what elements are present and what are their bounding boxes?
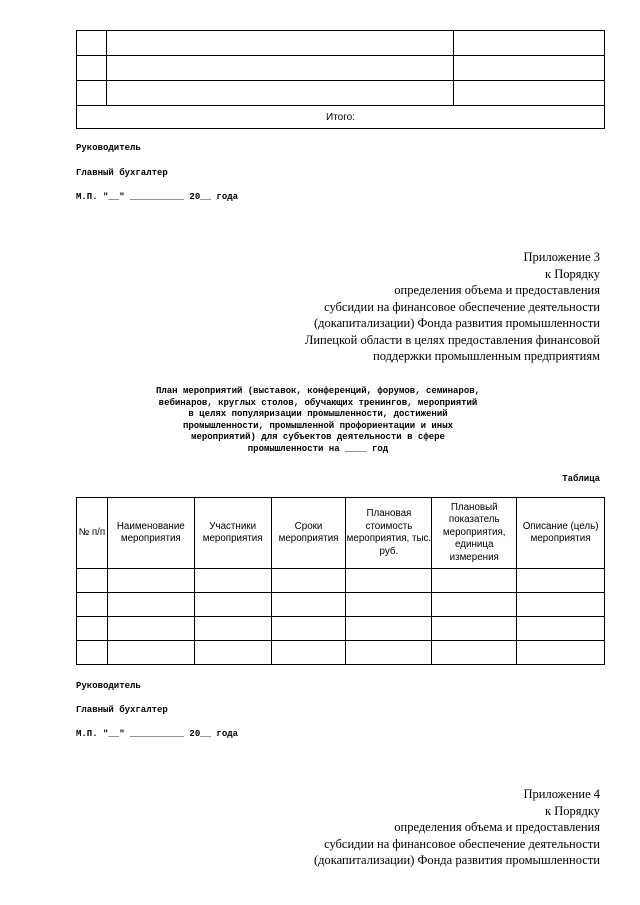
table-row <box>77 641 605 665</box>
table-cell <box>432 641 517 665</box>
column-header: № п/п <box>77 498 108 569</box>
column-header: Сроки мероприятия <box>271 498 346 569</box>
table-cell <box>432 617 517 641</box>
signature-accountant: Главный бухгалтер <box>76 168 168 178</box>
appendix-line: поддержки промышленным предприятиям <box>373 349 600 363</box>
table-cell <box>271 593 346 617</box>
table-cell <box>77 617 108 641</box>
table-cell <box>517 593 605 617</box>
appendix-line: определения объема и предоставления <box>394 820 600 834</box>
appendix-line: определения объема и предоставления <box>394 283 600 297</box>
appendix-line: (докапитализации) Фонда развития промышленности <box>314 853 600 867</box>
table-cell <box>454 31 605 56</box>
table-cell <box>107 617 194 641</box>
signature-stamp-date: М.П. "__" __________ 20__ года <box>76 729 239 739</box>
table-cell <box>454 81 605 106</box>
appendix-line: Приложение 4 <box>523 787 600 801</box>
plan-table <box>76 497 605 665</box>
table-cell <box>517 569 605 593</box>
column-header: Описание (цель) мероприятия <box>517 498 605 569</box>
table-cell <box>107 569 194 593</box>
table-row <box>77 569 605 593</box>
signature-head: Руководитель <box>76 143 141 153</box>
table-cell <box>107 593 194 617</box>
table-cell <box>194 593 271 617</box>
table-caption: Таблица <box>562 474 600 484</box>
plan-title-line: вебинаров, круглых столов, обучающих тренингов, мероприятий <box>158 397 478 408</box>
appendix-line: субсидии на финансовое обеспечение деятельности <box>324 836 600 851</box>
table-cell <box>271 641 346 665</box>
table-cell <box>106 56 453 81</box>
table-cell <box>346 641 432 665</box>
table-cell <box>107 641 194 665</box>
total-label: Итого: <box>77 106 605 129</box>
table-cell <box>454 56 605 81</box>
table-cell <box>432 593 517 617</box>
signature-stamp-date: М.П. "__" __________ 20__ года <box>76 192 239 202</box>
table-cell <box>106 81 453 106</box>
table-cell <box>271 617 346 641</box>
column-header: Наименование мероприятия <box>107 498 194 569</box>
table-cell <box>194 641 271 665</box>
appendix-3-header <box>305 249 600 365</box>
table-cell <box>271 569 346 593</box>
table-row <box>77 617 605 641</box>
table-cell <box>77 56 107 81</box>
table-cell <box>432 569 517 593</box>
table-cell <box>194 569 271 593</box>
appendix-line: субсидии на финансовое обеспечение деятельности <box>324 299 600 314</box>
table-row <box>77 31 605 56</box>
column-header: Плановая стоимость мероприятия, тыс. руб. <box>346 498 432 569</box>
plan-title-line: промышленности, промышленной профориентации и иных <box>182 420 454 431</box>
table-cell <box>346 569 432 593</box>
column-header: Участники мероприятия <box>194 498 271 569</box>
appendix-4-header <box>314 786 600 869</box>
appendix-line: Приложение 3 <box>523 250 600 264</box>
appendix-line: (докапитализации) Фонда развития промышленности <box>314 316 600 330</box>
plan-title-line: промышленности на ____ год <box>247 443 389 454</box>
table-header-row <box>77 498 605 569</box>
signature-head: Руководитель <box>76 681 141 691</box>
table-row <box>77 593 605 617</box>
table-cell <box>77 641 108 665</box>
signature-accountant: Главный бухгалтер <box>76 705 168 715</box>
column-header: Плановый показатель мероприятия, единица измерения <box>432 498 517 569</box>
plan-title-line: План мероприятий (выставок, конференций, форумов, семинаров, <box>155 386 481 396</box>
appendix-line: к Порядку <box>545 266 600 281</box>
plan-title-line: мероприятий) для субъектов деятельности в сфере <box>191 432 445 442</box>
table-cell <box>106 31 453 56</box>
table-cell <box>77 81 107 106</box>
total-row <box>77 106 605 129</box>
table-cell <box>346 593 432 617</box>
plan-title-line: в целях популяризации промышленности, достижений <box>188 409 448 419</box>
table-cell <box>77 593 108 617</box>
table-cell <box>517 617 605 641</box>
table-cell <box>77 31 107 56</box>
table-cell <box>517 641 605 665</box>
table-cell <box>346 617 432 641</box>
table-cell <box>194 617 271 641</box>
table-row <box>77 81 605 106</box>
appendix-line: Липецкой области в целях предоставления финансовой <box>304 332 600 347</box>
appendix-line: к Порядку <box>545 803 600 818</box>
budget-table <box>76 30 605 129</box>
table-cell <box>77 569 108 593</box>
plan-title <box>118 386 518 455</box>
table-row <box>77 56 605 81</box>
